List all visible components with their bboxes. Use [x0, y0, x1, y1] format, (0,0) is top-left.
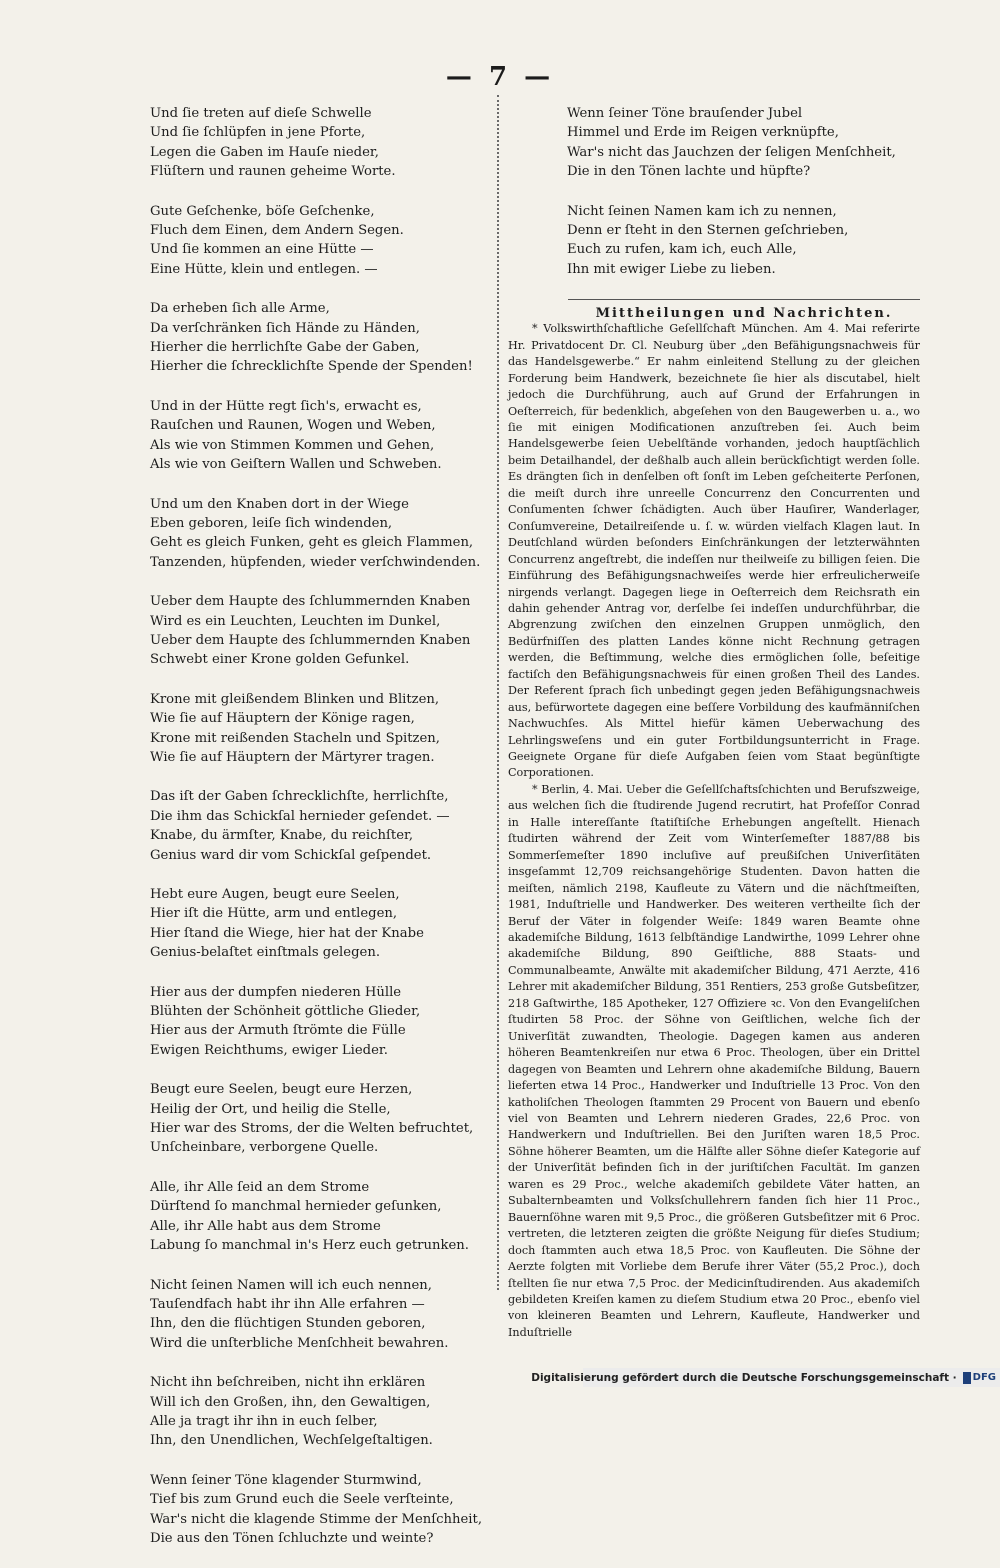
- poem-line: Ewigen Reichthums, ewiger Lieder.: [150, 1042, 388, 1058]
- stanza: [150, 1471, 483, 1549]
- stanza: [150, 104, 470, 182]
- poem-line: Gute Geſchenke, böſe Geſchenke,: [150, 203, 375, 219]
- stanza: [150, 885, 470, 963]
- poem-line: Fluch dem Einen, dem Andern Segen.: [150, 223, 404, 239]
- stanza: [150, 299, 473, 377]
- stanza: [150, 1373, 470, 1451]
- article-munich: * Volkswirthſchaftliche Geſellſchaft München. Am 4. Mai referirte Hr. Privatdocent Dr. Cl. Neuburg über „den Befähigungsnachweis für das Handelsgewerbe.“ Er nahm einleitend Stellung zu der gleichen Forderung beim Handwerk, bezeichnete ſie hier als discutabel, hielt jedoch die Durchführung, auch auf Grund der Erfahrungen in Oeſterreich, für bedenklich, abgeſehen von den Baugewerben u. a., wo ſie mit einigen Modificationen anzuſtreben ſei. Auch beim Handelsgewerbe ſeien Uebelſtände vorhanden, jedoch hauptſächlich beim Detailhandel, der deßhalb auch allein berückſichtigt werden ſolle. Es drängten ſich in denſelben oft ſonſt im Leben geſcheiterte Perſonen, die meiſt durch ihre unreelle Concurrenz den Concurrenten und Conſumenten ſchwer ſchädigten. Auch über Hauſirer, Wanderlager, Conſumvereine, Detailreiſende u. ſ. w. würden vielfach Klagen laut. In Deutſchland würden beſonders Einſchränkungen der letzterwähnten Concurrenz angeſtrebt, die indeſſen nur theilweiſe zu billigen ſeien. Die Einführung des Befähigungsnachweiſes werde hier erfreulicherweiſe nirgends verlangt. Dagegen liege in Oeſterreich dem Reichsrath ein dahin gehender Antrag vor, derſelbe ſei indeſſen undurchführbar, die Abgrenzung zwiſchen den einzelnen Gruppen unmöglich, den Bedürfniſſen des platten Landes könne nicht Rechnung getragen werden, die Beſtimmung, welche dies ermöglichen ſolle, beſeitige factiſch den Befähigungsnachweis für einen großen Theil des Landes. Der Referent ſprach ſich unbedingt gegen jeden Befähigungsnachweis aus, befürwortete dagegen eine beſſere Vorbildung des kaufmänniſchen Nachwuchſes. Als Mittel hiefür kämen Ueberwachung des Lehrlingsweſens und ein guter Fortbildungsunterricht in Frage. Geeignete Organe für dieſe Aufgaben ſeien vom Staat begünſtigte Corporationen.: [508, 322, 920, 780]
- poem-line: Das iſt der Gaben ſchrecklichſte, herrlichſte,: [150, 789, 449, 805]
- poem-line: Nicht ſeinen Namen will ich euch nennen,: [150, 1277, 432, 1293]
- dfg-logo-icon: [963, 1370, 996, 1385]
- poem-line: Heilig der Ort, und heilig die Stelle,: [150, 1101, 391, 1117]
- poem-line: Wenn ſeiner Töne klagender Sturmwind,: [150, 1472, 422, 1488]
- poem-line: Eben geboren, leiſe ſich windenden,: [150, 515, 393, 531]
- digitization-footer: [531, 1368, 1000, 1387]
- poem-line: Die in den Tönen lachte und hüpfte?: [567, 164, 811, 180]
- poem-line: Hierher die ſchrecklichſte Spende der Spenden!: [150, 359, 473, 375]
- stanza: [150, 397, 470, 475]
- poem-line: Labung ſo manchmal in's Herz euch getrunken.: [150, 1238, 469, 1254]
- poem-line: Geht es gleich Funken, geht es gleich Flammen,: [150, 535, 474, 551]
- poem-line: Da verſchränken ſich Hände zu Händen,: [150, 320, 420, 336]
- footer-credit: Digitalisierung gefördert durch die Deutsche Forschungsgemeinschaft ·: [531, 1371, 957, 1384]
- stanza: [567, 202, 920, 280]
- poem-line: Hier aus der Armuth ſtrömte die Fülle: [150, 1023, 406, 1039]
- poem-line: Hier ſtand die Wiege, hier hat der Knabe: [150, 925, 424, 941]
- poem-line: Da erheben ſich alle Arme,: [150, 301, 330, 317]
- poem-line: Nicht ihn beſchreiben, nicht ihn erklären: [150, 1375, 426, 1391]
- poem-line: Tanzenden, hüpfenden, wieder verſchwindenden.: [150, 554, 481, 570]
- right-column: [508, 104, 920, 1341]
- stanza: [150, 1178, 470, 1256]
- poem-line: Ueber dem Haupte des ſchlummernden Knaben: [150, 632, 471, 648]
- stanza: [150, 787, 470, 865]
- stanza: [567, 104, 920, 182]
- poem-line: Unſcheinbare, verborgene Quelle.: [150, 1140, 379, 1156]
- poem-line: Denn er ſteht in den Sternen geſchrieben,: [567, 223, 849, 239]
- poem-line: Genius ward dir vom Schickſal geſpendet.: [150, 847, 432, 863]
- poem-line: Tief bis zum Grund euch die Seele verſteinte,: [150, 1492, 454, 1508]
- poem-line: Und ſie kommen an eine Hütte —: [150, 242, 374, 258]
- poem-line: Will ich den Großen, ihn, den Gewaltigen,: [150, 1394, 431, 1410]
- stanza: [150, 202, 470, 280]
- poem-line: Himmel und Erde im Reigen verknüpfte,: [567, 125, 839, 141]
- stanza: [150, 495, 481, 573]
- poem-line: Als wie von Stimmen Kommen und Gehen,: [150, 437, 435, 453]
- poem-line: Beugt eure Seelen, beugt eure Herzen,: [150, 1082, 413, 1098]
- poem-line: War's nicht die klagende Stimme der Menſchheit,: [150, 1511, 483, 1527]
- page-number: — 7 —: [445, 62, 555, 92]
- poem-line: Ihn, den Unendlichen, Wechſelgeſtaltigen.: [150, 1433, 433, 1449]
- poem-line: Hebt eure Augen, beugt eure Seelen,: [150, 887, 400, 902]
- stanza: [150, 1080, 474, 1158]
- stanza: [150, 983, 470, 1061]
- poem-line: Flüſtern und raunen geheime Worte.: [150, 164, 396, 180]
- poem-line: Ihn mit ewiger Liebe zu lieben.: [567, 261, 776, 277]
- poem-line: Knabe, du ärmſter, Knabe, du reichſter,: [150, 828, 414, 844]
- poem-line: Krone mit reißenden Stacheln und Spitzen,: [150, 730, 440, 746]
- poem-line: Hier aus der dumpfen niederen Hülle: [150, 984, 402, 1000]
- poem-line: Ueber dem Haupte des ſchlummernden Knaben: [150, 594, 471, 610]
- poem-line: Blühten der Schönheit göttliche Glieder,: [150, 1004, 421, 1020]
- poem-line: Als wie von Geiſtern Wallen und Schweben.: [150, 457, 442, 473]
- article-berlin: * Berlin, 4. Mai. Ueber die Geſellſchaftsſchichten und Berufszweige, aus welchen ſich die ſtudirende Jugend recrutirt, hat Profeſſor Conrad in Halle intereſſante ſtatiſtiſche Erhebungen angeſtellt. Hienach ſtudirten während der Zeit vom Winterſemeſter 1887/88 bis Sommerſemeſter 1890 incluſive auf preußiſchen Univerſitäten insgeſammt 12,709 reichsangehörige Studenten. Davon hatten die meiſten, nämlich 2198, Kaufleute zu Vätern und die nächſtmeiſten, 1981, Induſtrielle und Handwerker. Des weiteren vertheilte ſich der Beruf der Väter in folgender Weiſe: 1849 waren Beamte ohne akademiſche Bildung, 1613 ſelbſtändige Landwirthe, 1099 Lehrer ohne akademiſche Bildung, 890 Geiſtliche, 888 Staats- und Communalbeamte, Anwälte mit akademiſcher Bildung, 471 Aerzte, 416 Lehrer mit akademiſcher Bildung, 351 Rentiers, 253 große Gutsbeſitzer, 218 Gaſtwirthe, 185 Apotheker, 127 Offiziere ꝛc. Von den Evangeliſchen ſtudirten 58 Proc. der Söhne von Geiſtlichen, welche ſich der Univerſität zuwandten, Theologie. Dagegen kamen aus anderen höheren Beamtenkreiſen nur etwa 6 Proc. Theologen, über ein Drittel dagegen von Beamten und Lehrern ohne akademiſche Bildung, Bauern lieferten etwa 14 Proc., Handwerker und Induſtrielle 13 Proc. Von den katholiſchen Theologen ſtammten 29 Procent von Bauern und ebenſo viel von Beamten und Lehrern niederen Grades, 22,6 Proc. von Handwerkern und Induſtriellen. Bei den Juriſten waren 18,5 Proc. Söhne höherer Beamten, um die Hälfte aller Söhne dieſer Kategorie auf der Univerſität befinden ſich in der juriſtiſchen Facultät. Im ganzen waren es 29 Proc., welche akademiſch gebildete Väter hatten, an Subalternbeamten und Volksſchullehrern fanden ſich hier 11 Proc., Bauernſöhne waren mit 9,5 Proc., die größeren Gutsbeſitzer mit 6 Proc. vertreten, die letzteren zeigten die größte Neigung für dieſes Studium; doch ſtammten auch etwa 18,5 Proc. von Kaufleuten. Die Söhne der Aerzte folgten mit Vorliebe dem Berufe ihrer Väter (55,2 Proc.), doch ſtellten ſie nur etwa 7,5 Proc. der Medicinſtudirenden. Aus akademiſch gebildeten Kreiſen kamen zu dieſem Studium etwa 20 Proc., ebenſo viel von kleineren Beamten und Lehrern, Kaufleute, Handwerker und Induſtrielle: [508, 782, 920, 1339]
- poem-line: Krone mit gleißendem Blinken und Blitzen,: [150, 691, 440, 707]
- poem-line: Dürſtend ſo manchmal hernieder geſunken,: [150, 1199, 442, 1215]
- poem-line: War's nicht das Jauchzen der ſeligen Menſchheit,: [567, 144, 896, 160]
- poem-line: Ihn, den die flüchtigen Stunden geboren,: [150, 1316, 426, 1332]
- column-divider: [497, 95, 499, 1290]
- poem-line: Genius-belaſtet einſtmals gelegen.: [150, 945, 381, 961]
- poem-line: Wenn ſeiner Töne brauſender Jubel: [567, 106, 803, 121]
- stanza: [150, 592, 470, 670]
- stanza: [150, 690, 470, 768]
- poem-line: Hier war des Stroms, der die Welten befruchtet,: [150, 1121, 474, 1137]
- poem-line: Hier iſt die Hütte, arm und entlegen,: [150, 906, 398, 922]
- poem-line: Euch zu rufen, kam ich, euch Alle,: [567, 242, 797, 258]
- section-heading: Mittheilungen und Nachrichten.: [568, 299, 920, 321]
- poem-line: Tauſendfach habt ihr ihn Alle erfahren —: [150, 1296, 425, 1312]
- poem-line: Wie ſie auf Häuptern der Könige ragen,: [150, 711, 415, 727]
- poem-line: Nicht ſeinen Namen kam ich zu nennen,: [567, 203, 837, 219]
- poem-line: Eine Hütte, klein und entlegen. —: [150, 261, 378, 277]
- poem-line: Und um den Knaben dort in der Wiege: [150, 496, 409, 512]
- poem-line: Legen die Gaben im Hauſe nieder,: [150, 144, 379, 160]
- poem-left-column: [150, 104, 483, 1568]
- poem-line: Schwebt einer Krone golden Gefunkel.: [150, 652, 410, 668]
- poem-line: Wie ſie auf Häuptern der Märtyrer tragen.: [150, 749, 435, 765]
- poem-line: Und in der Hütte regt ſich's, erwacht es,: [150, 398, 422, 414]
- poem-right-continuation: [508, 104, 920, 279]
- poem-line: Wird die unſterbliche Menſchheit bewahren.: [150, 1335, 449, 1351]
- poem-line: Alle, ihr Alle ſeid an dem Strome: [150, 1179, 370, 1195]
- poem-line: Alle ja tragt ihr ihn in euch ſelber,: [150, 1413, 378, 1429]
- poem-line: Die ihm das Schickſal hernieder geſendet. —: [150, 808, 450, 824]
- poem-line: Alle, ihr Alle habt aus dem Strome: [150, 1218, 381, 1234]
- stanza: [150, 1276, 470, 1354]
- poem-line: Hierher die herrlichſte Gabe der Gaben,: [150, 340, 420, 356]
- poem-line: Und ſie ſchlüpfen in jene Pforte,: [150, 125, 366, 141]
- poem-line: Wird es ein Leuchten, Leuchten im Dunkel,: [150, 613, 441, 629]
- poem-line: Rauſchen und Raunen, Wogen und Weben,: [150, 418, 436, 434]
- poem-line: Die aus den Tönen ſchluchzte und weinte?: [150, 1530, 434, 1546]
- dfg-logo-label: DFG: [972, 1372, 996, 1383]
- poem-line: Und ſie treten auf dieſe Schwelle: [150, 106, 372, 121]
